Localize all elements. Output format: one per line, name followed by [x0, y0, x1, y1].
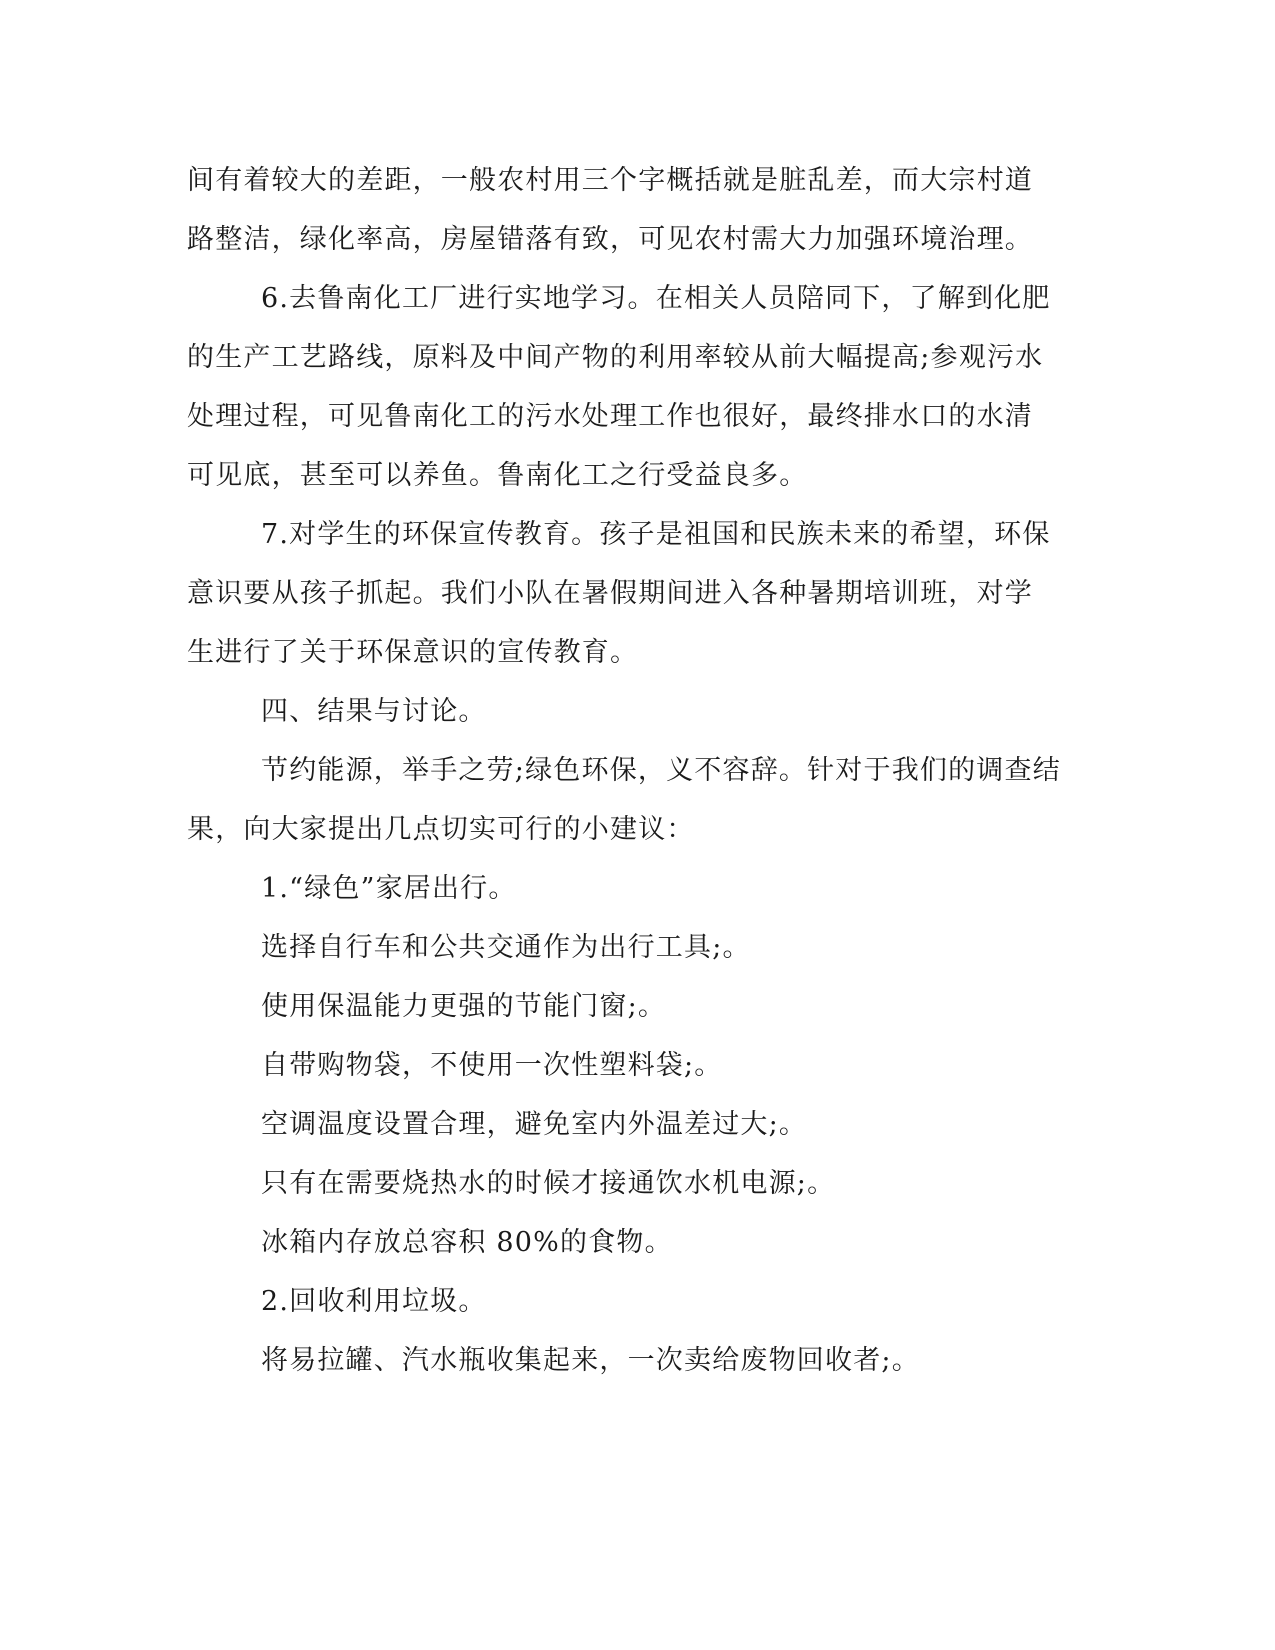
list-item: 将易拉罐、汽水瓶收集起来，一次卖给废物回收者;。	[261, 1345, 920, 1376]
text-line: 路整洁，绿化率高，房屋错落有致，可见农村需大力加强环境治理。	[187, 224, 1033, 255]
text-line: 处理过程，可见鲁南化工的污水处理工作也很好，最终排水口的水清	[187, 401, 1033, 432]
text-line: 果，向大家提出几点切实可行的小建议：	[187, 814, 695, 845]
text-line: 的生产工艺路线，原料及中间产物的利用率较从前大幅提高;参观污水	[187, 342, 1044, 373]
list-item: 只有在需要烧热水的时候才接通饮水机电源;。	[261, 1168, 836, 1199]
paragraph-start-line: 7.对学生的环保宣传教育。孩子是祖国和民族未来的希望，环保	[261, 519, 1051, 550]
list-item: 冰箱内存放总容积 80%的食物。	[261, 1227, 673, 1258]
section-heading: 四、结果与讨论。	[261, 696, 487, 727]
list-item: 选择自行车和公共交通作为出行工具;。	[261, 932, 751, 963]
list-heading: 2.回收利用垃圾。	[261, 1286, 487, 1317]
text-line: 意识要从孩子抓起。我们小队在暑假期间进入各种暑期培训班，对学	[187, 578, 1033, 609]
text-line: 间有着较大的差距，一般农村用三个字概括就是脏乱差，而大宗村道	[187, 165, 1033, 196]
text-line: 生进行了关于环保意识的宣传教育。	[187, 637, 639, 668]
paragraph-start-line: 6.去鲁南化工厂进行实地学习。在相关人员陪同下，了解到化肥	[261, 283, 1051, 314]
list-item: 自带购物袋，不使用一次性塑料袋;。	[261, 1050, 723, 1081]
paragraph-start-line: 节约能源，举手之劳;绿色环保，义不容辞。针对于我们的调查结	[261, 755, 1061, 786]
text-line: 可见底，甚至可以养鱼。鲁南化工之行受益良多。	[187, 460, 808, 491]
list-item: 使用保温能力更强的节能门窗;。	[261, 991, 667, 1022]
list-heading: 1.“绿色”家居出行。	[261, 873, 517, 904]
list-item: 空调温度设置合理，避免室内外温差过大;。	[261, 1109, 808, 1140]
